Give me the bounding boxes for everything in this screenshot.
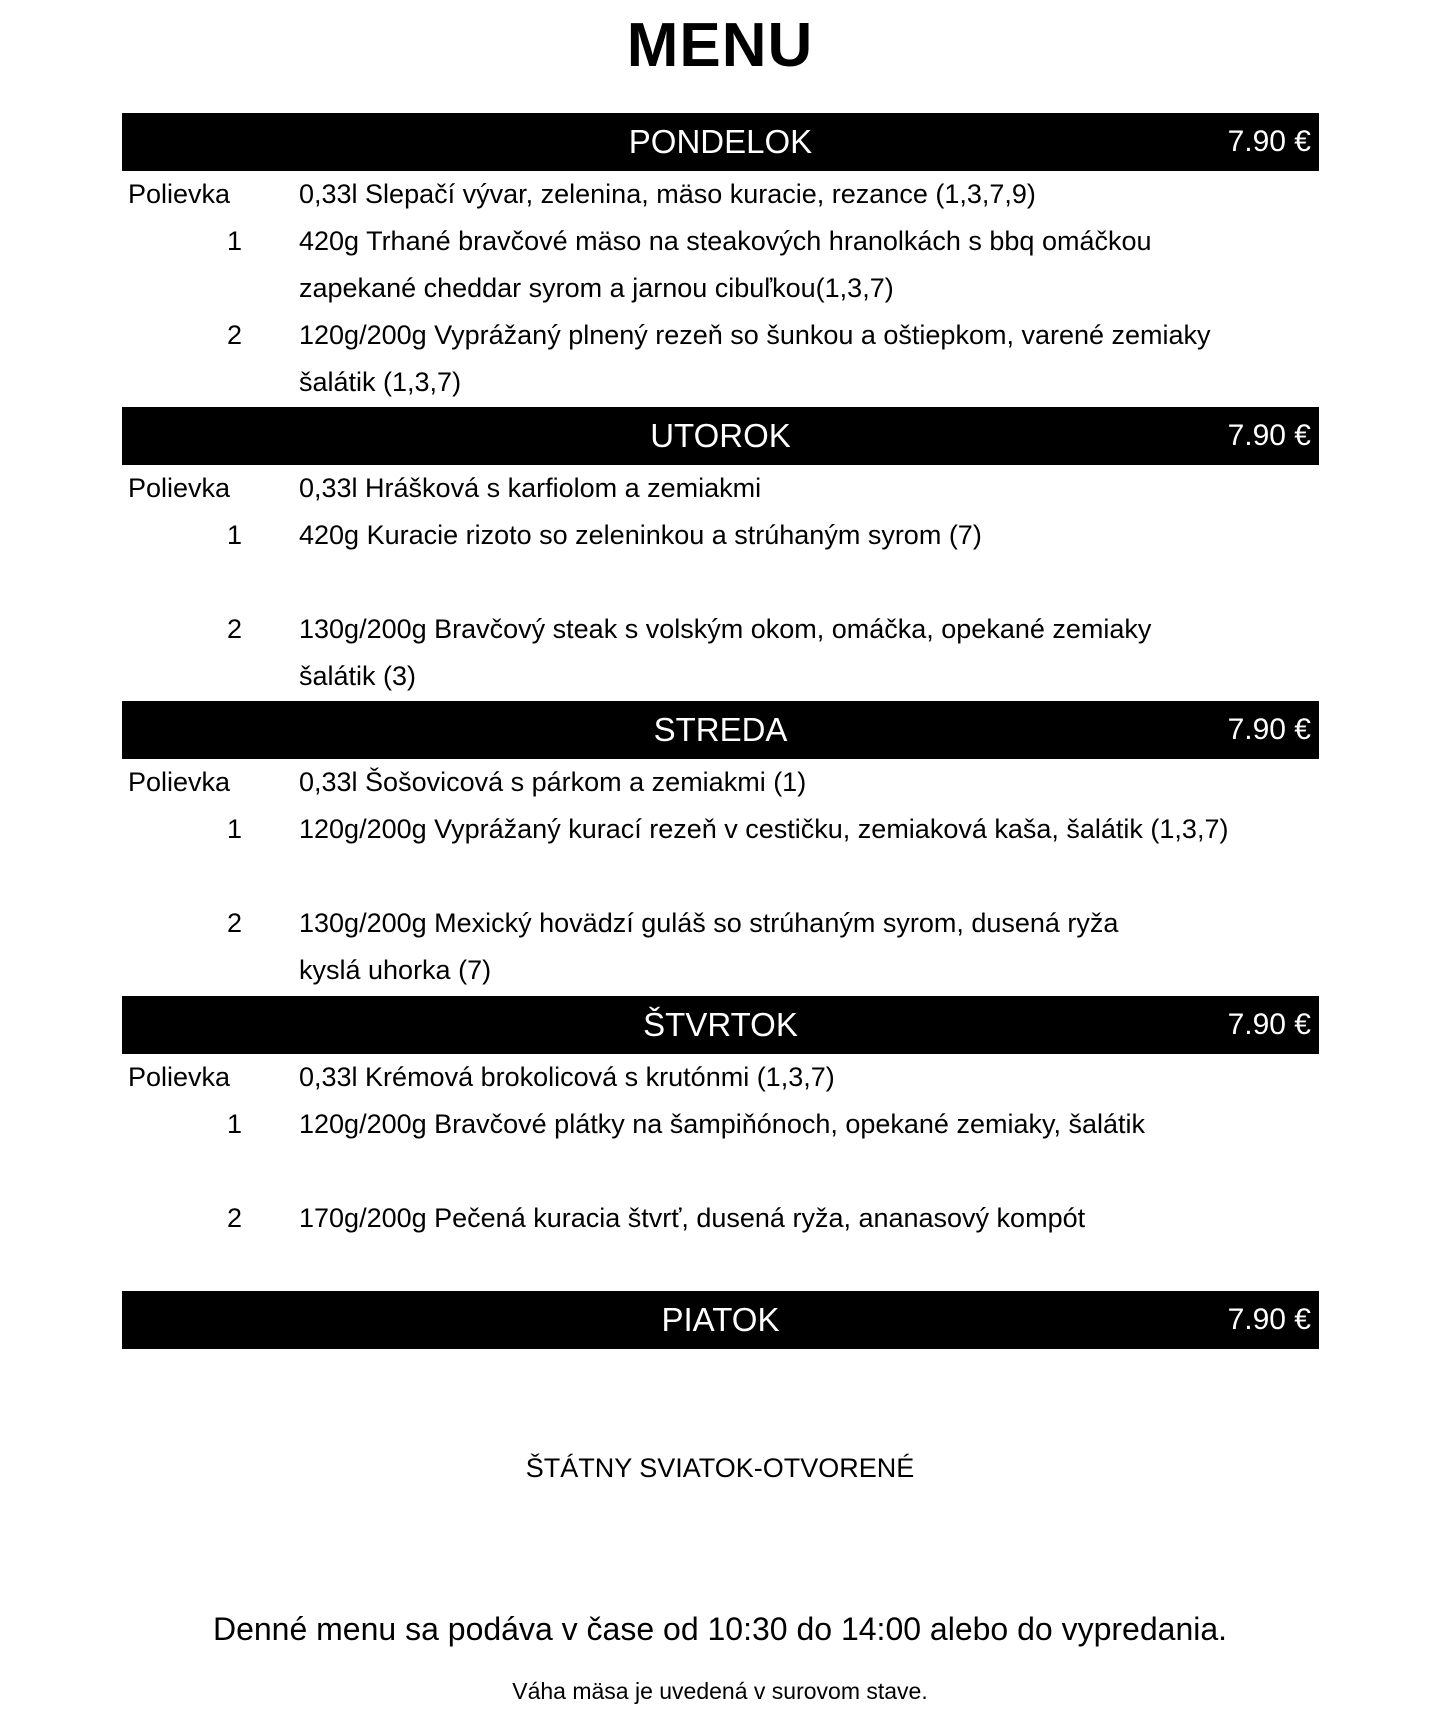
menu-item-row [0,465,1440,512]
menu-item-row [0,606,1440,653]
day-name: UTOROK [650,417,791,454]
menu-item-text: 0,33l Šošovicová s párkom a zemiakmi (1) [299,767,807,797]
day-name: PIATOK [661,1301,780,1338]
day-price: 7.90 € [1227,419,1311,452]
menu-item-label: Polievka [128,179,231,209]
menu-item-row [0,1054,1440,1101]
day-name: PONDELOK [628,123,813,160]
menu-item-row [0,218,1440,265]
menu-item-label: 2 [226,908,242,938]
menu-item-text: 0,33l Krémová brokolicová s krutónmi (1,3,7) [299,1062,835,1092]
menu-item-text: 420g Trhané bravčové mäso na steakových hranolkách s bbq omáčkou [299,226,1152,256]
menu-item-row [0,359,1440,406]
day-price: 7.90 € [1227,713,1311,746]
menu-item-text: 420g Kuracie rizoto so zeleninkou a strúhaným syrom (7) [299,520,982,550]
menu-item-text: 170g/200g Pečená kuracia štvrť, dusená ryža, ananasový kompót [299,1203,1086,1233]
menu-item-row [0,1195,1440,1242]
menu-item-row [0,265,1440,312]
menu-title: MENU [626,11,814,80]
holiday-note: ŠTÁTNY SVIATOK-OTVORENÉ [525,1453,915,1483]
menu-item-text: 130g/200g Bravčový steak s volským okom, omáčka, opekané zemiaky [299,614,1152,644]
menu-item-text: zapekané cheddar syrom a jarnou cibuľkou(1,3,7) [299,273,894,303]
day-name: STREDA [653,711,788,748]
menu-item-label: 2 [226,614,242,644]
meat-weight-note: Váha mäsa je uvedená v surovom stave. [512,1678,928,1704]
menu-item-label: 1 [226,520,242,550]
menu-item-text: 130g/200g Mexický hovädzí guláš so strúhaným syrom, dusená ryža [299,908,1119,938]
serving-hours-note: Denné menu sa podáva v čase od 10:30 do 14:00 alebo do vypredania. [212,1611,1228,1647]
menu-item-row [0,512,1440,559]
menu-item-row [0,947,1440,994]
day-price: 7.90 € [1227,1008,1311,1041]
menu-item-row [0,806,1440,853]
menu-item-label: 2 [226,1203,242,1233]
day-header [122,113,1319,171]
day-name: ŠTVRTOK [643,1006,798,1043]
menu-item-label: 1 [226,1109,242,1139]
day-header [122,407,1319,465]
day-price: 7.90 € [1227,1303,1311,1336]
day-header [122,1291,1319,1349]
menu-item-label: 2 [226,320,242,350]
menu-item-text: 120g/200g Bravčové plátky na šampiňónoch, opekané zemiaky, šalátik [299,1109,1146,1139]
menu-item-text: 0,33l Slepačí vývar, zelenina, mäso kuracie, rezance (1,3,7,9) [299,179,1036,209]
menu-item-row [0,312,1440,359]
menu-item-row [0,171,1440,218]
day-header [122,701,1319,759]
menu-item-label: Polievka [128,473,231,503]
menu-item-label: 1 [226,226,242,256]
menu-item-text: 120g/200g Vyprážaný plnený rezeň so šunkou a oštiepkom, varené zemiaky [299,320,1211,350]
menu-item-text: kyslá uhorka (7) [299,955,492,985]
menu-item-label: 1 [226,814,242,844]
menu-item-row [0,1101,1440,1148]
menu-item-text: 120g/200g Vyprážaný kurací rezeň v cestičku, zemiaková kaša, šalátik (1,3,7) [299,814,1229,844]
menu-item-label: Polievka [128,767,231,797]
day-header [122,996,1319,1054]
menu-item-row [0,759,1440,806]
menu-item-text: 0,33l Hrášková s karfiolom a zemiakmi [299,473,762,503]
menu-item-row [0,653,1440,700]
menu-item-text: šalátik (1,3,7) [299,367,462,397]
menu-item-label: Polievka [128,1062,231,1092]
day-price: 7.90 € [1227,125,1311,158]
menu-item-row [0,900,1440,947]
menu-item-text: šalátik (3) [299,661,417,691]
